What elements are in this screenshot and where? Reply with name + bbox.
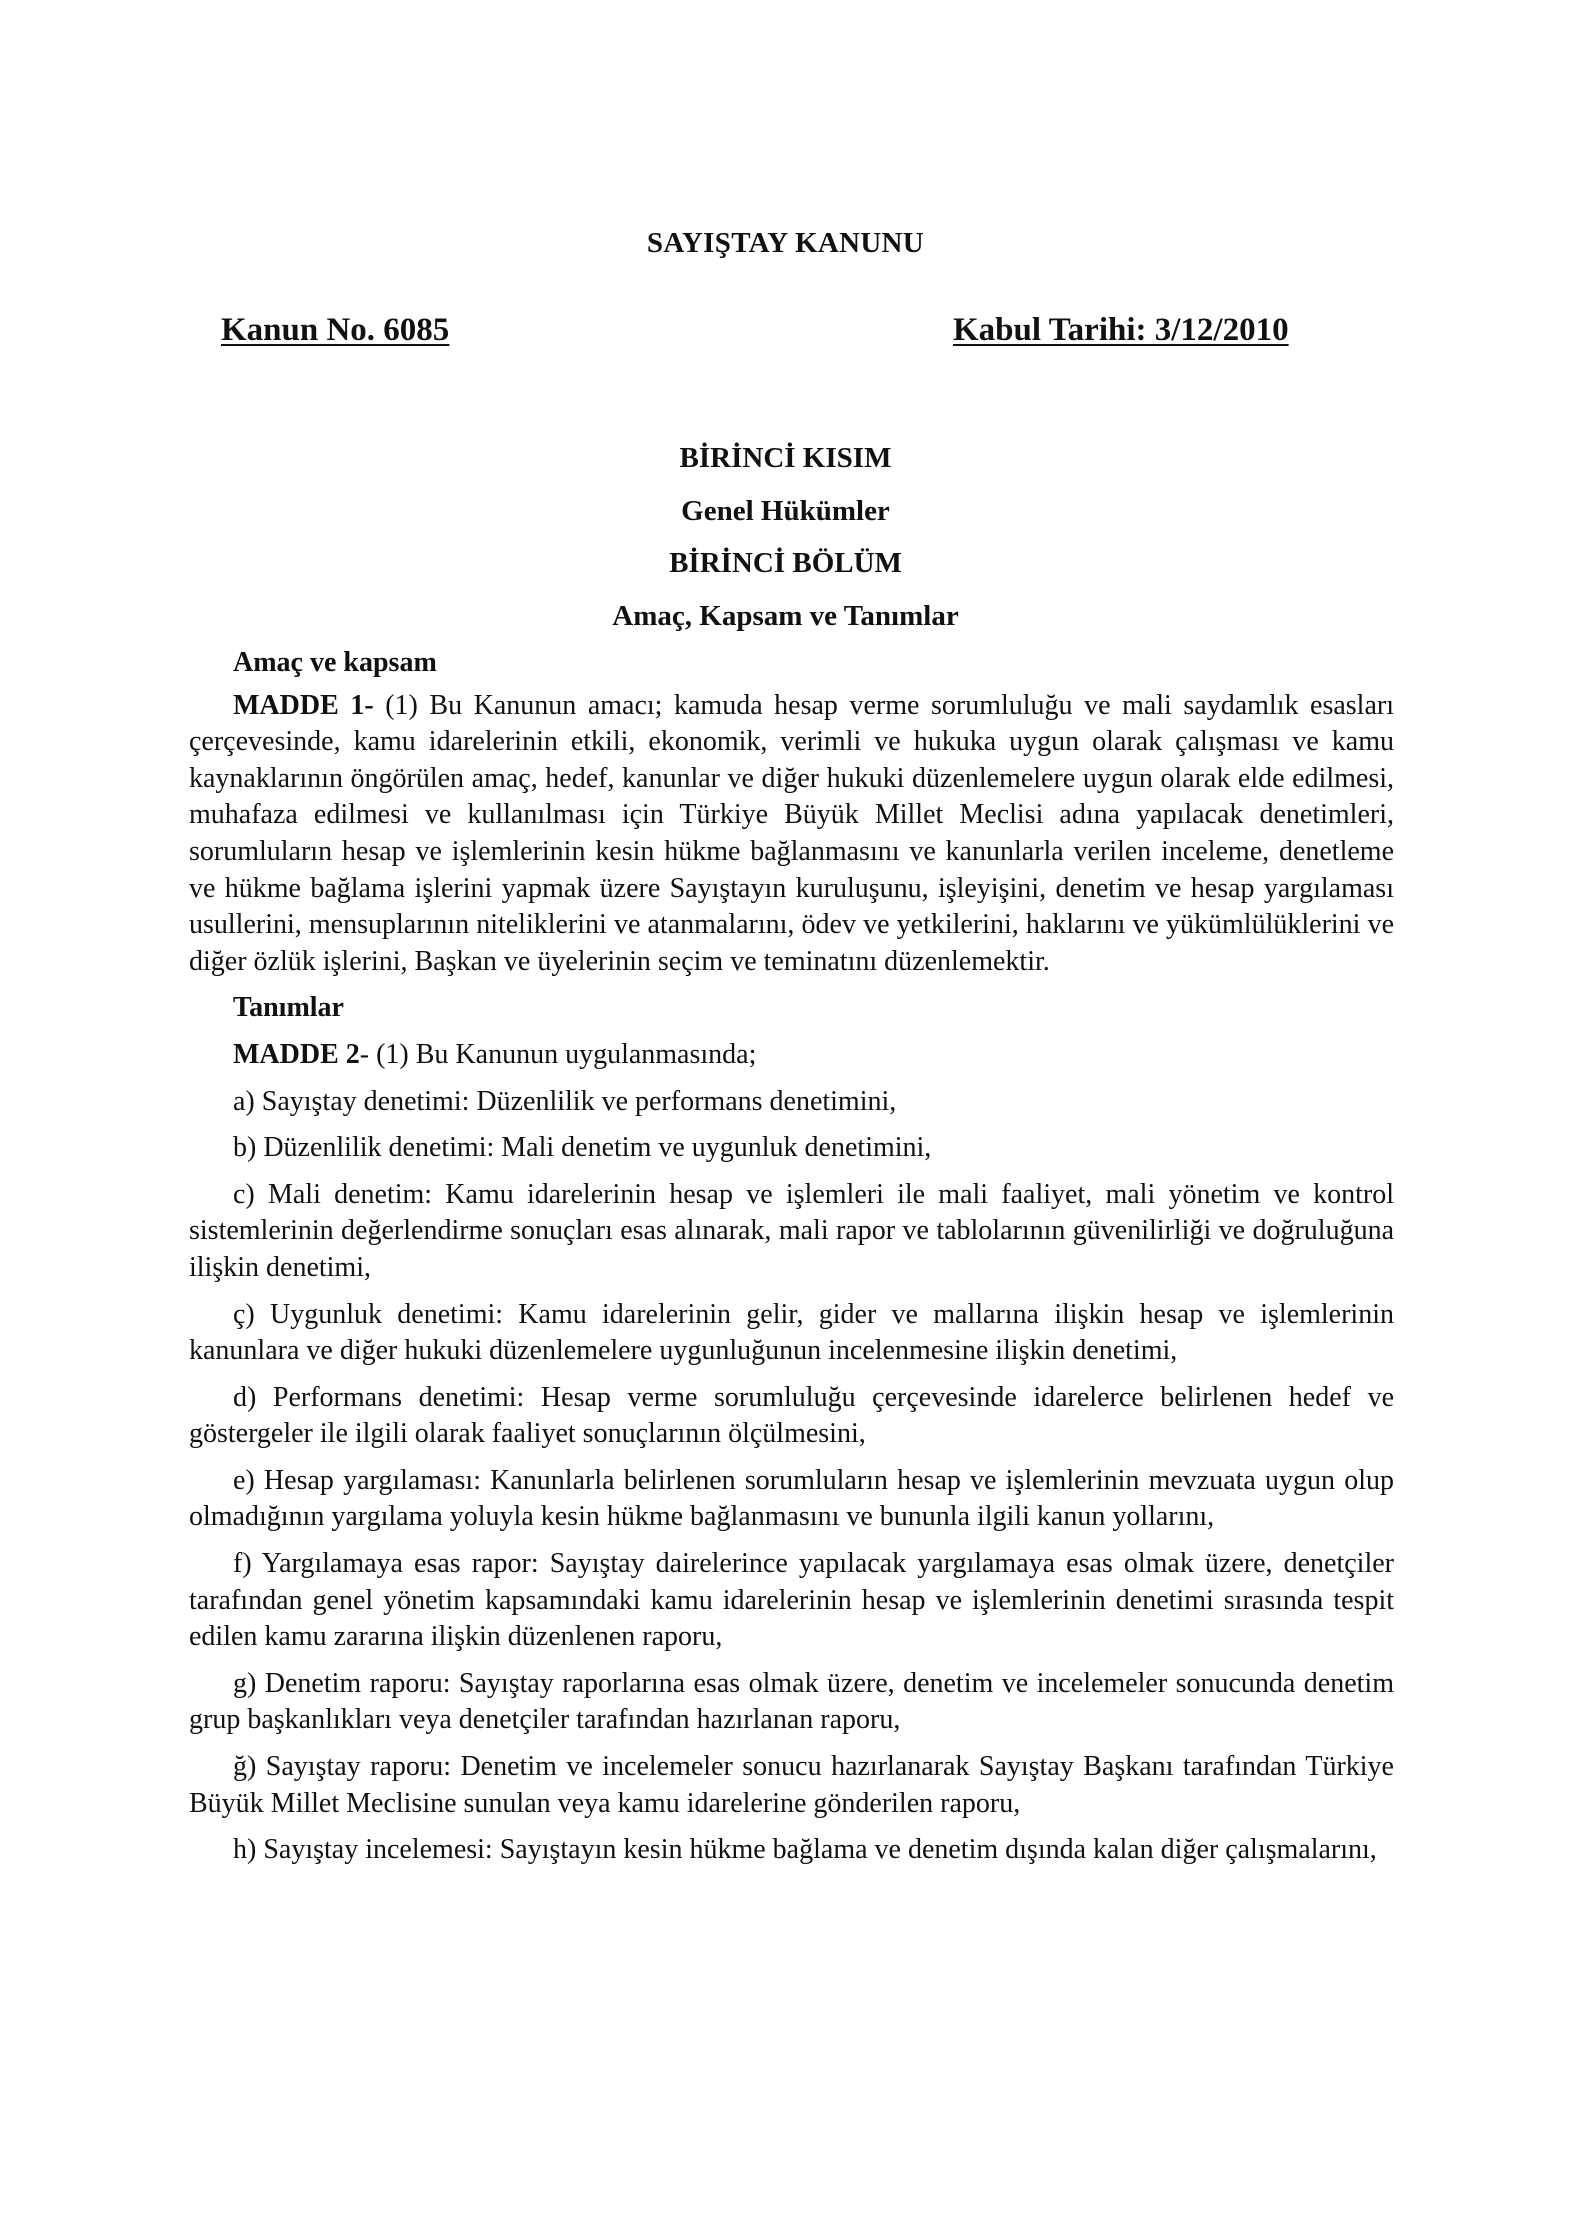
chapter-subtitle: Amaç, Kapsam ve Tanımlar xyxy=(612,600,959,632)
article2-label: MADDE 2 xyxy=(233,1038,360,1070)
acceptance-date-text: Kabul Tarihi: 3/12/2010 xyxy=(953,312,1289,348)
law-number: Kanun No. 6085 xyxy=(221,312,450,348)
article1-subheading: Amaç ve kapsam xyxy=(233,647,437,678)
definition-item: c) Mali denetim: Kamu idarelerinin hesap ve işlemleri ile mali faaliyet, mali yönetim ve kontrol sistemlerinin değerlendirme sonuçları esas alınarak, mali rapor ve tablolarının güvenilirliği ve doğruluğuna ilişkin denetimi, xyxy=(189,1178,1394,1283)
document-title: SAYIŞTAY KANUNU xyxy=(646,227,925,259)
definition-item: d) Performans denetimi: Hesap verme sorumluluğu çerçevesinde idarelerce belirlenen hedef ve göstergeler ile ilgili olarak faaliyet sonuçlarının ölçülmesini, xyxy=(189,1381,1394,1450)
definition-item: f) Yargılamaya esas rapor: Sayıştay dairelerince yapılacak yargılamaya esas olmak üzere, denetçiler tarafından genel yönetim kapsamındaki kamu idarelerinin hesap ve işlemlerinin denetimi sırasında tespit edilen kamu zararına ilişkin düzenlenen raporu, xyxy=(189,1548,1394,1653)
article2-label-suffix: - (1) Bu Kanunun uygulanmasında; xyxy=(359,1038,757,1070)
article1-text: (1) Bu Kanunun amacı; kamuda hesap verme sorumluluğu ve mali saydamlık esasları çerçevesinde, kamu idarelerinin etkili, ekonomik, verimli ve hukuka uygun olarak çalışması ve kamu kaynaklarının öngörülen amaç, hedef, kanunlar ve diğer hukuki düzenlemelere uygun olarak elde edilmesi, muhafaza edilmesi ve kullanılması için Türkiye Büyük Millet Meclisi adına yapılacak denetimleri, sorumluların hesap ve işlemlerinin kesin hükme bağlanmasını ve kanunlarla verilen inceleme, denetleme ve hükme bağlama işlerini yapmak üzere Sayıştayın kuruluşunu, işleyişini, denetim ve hesap yargılaması usullerini, mensuplarının niteliklerini ve atanmalarını, ödev ve yetkilerini, haklarını ve yükümlülüklerini ve diğer özlük işlerini, Başkan ve üyelerinin seçim ve teminatını düzenlemektir. xyxy=(189,689,1394,977)
definition-item: e) Hesap yargılaması: Kanunlarla belirlenen sorumluların hesap ve işlemlerinin mevzuata uygun olup olmadığının yargılama yoluyla kesin hükme bağlanmasını ve bununla ilgili kanun yollarını, xyxy=(189,1464,1394,1533)
acceptance-date xyxy=(953,310,1345,350)
underline-pad xyxy=(1289,310,1345,350)
definition-item: a) Sayıştay denetimi: Düzenlilik ve performans denetimini, xyxy=(233,1085,897,1117)
part-subtitle: Genel Hükümler xyxy=(681,495,890,527)
part-heading: BİRİNCİ KISIM xyxy=(679,442,892,474)
definition-item: ç) Uygunluk denetimi: Kamu idarelerinin gelir, gider ve mallarına ilişkin hesap ve işlemlerinin kanunlara ve diğer hukuki düzenlemelere uygunluğunun incelenmesine ilişkin denetimi, xyxy=(189,1298,1394,1367)
definition-item: ğ) Sayıştay raporu: Denetim ve incelemeler sonucu hazırlanarak Sayıştay Başkanı tarafından Türkiye Büyük Millet Meclisine sunulan veya kamu idarelerine gönderilen raporu, xyxy=(189,1751,1394,1819)
article1-label: MADDE 1- xyxy=(233,689,374,721)
article2-intro xyxy=(189,1037,1394,1074)
definition-item: b) Düzenlilik denetimi: Mali denetim ve uygunluk denetimini, xyxy=(233,1132,932,1164)
chapter-heading: BİRİNCİ BÖLÜM xyxy=(669,547,902,579)
article1-paragraph xyxy=(189,688,1394,981)
definition-item: g) Denetim raporu: Sayıştay raporlarına esas olmak üzere, denetim ve incelemeler sonucunda denetim grup başkanlıkları veya denetçiler tarafından hazırlanan raporu, xyxy=(189,1667,1394,1736)
document-body xyxy=(189,645,1394,1869)
definition-item: h) Sayıştay incelemesi: Sayıştayın kesin hükme bağlama ve denetim dışında kalan diğer çalışmalarını, xyxy=(233,1834,1377,1866)
article2-subheading: Tanımlar xyxy=(233,992,344,1024)
